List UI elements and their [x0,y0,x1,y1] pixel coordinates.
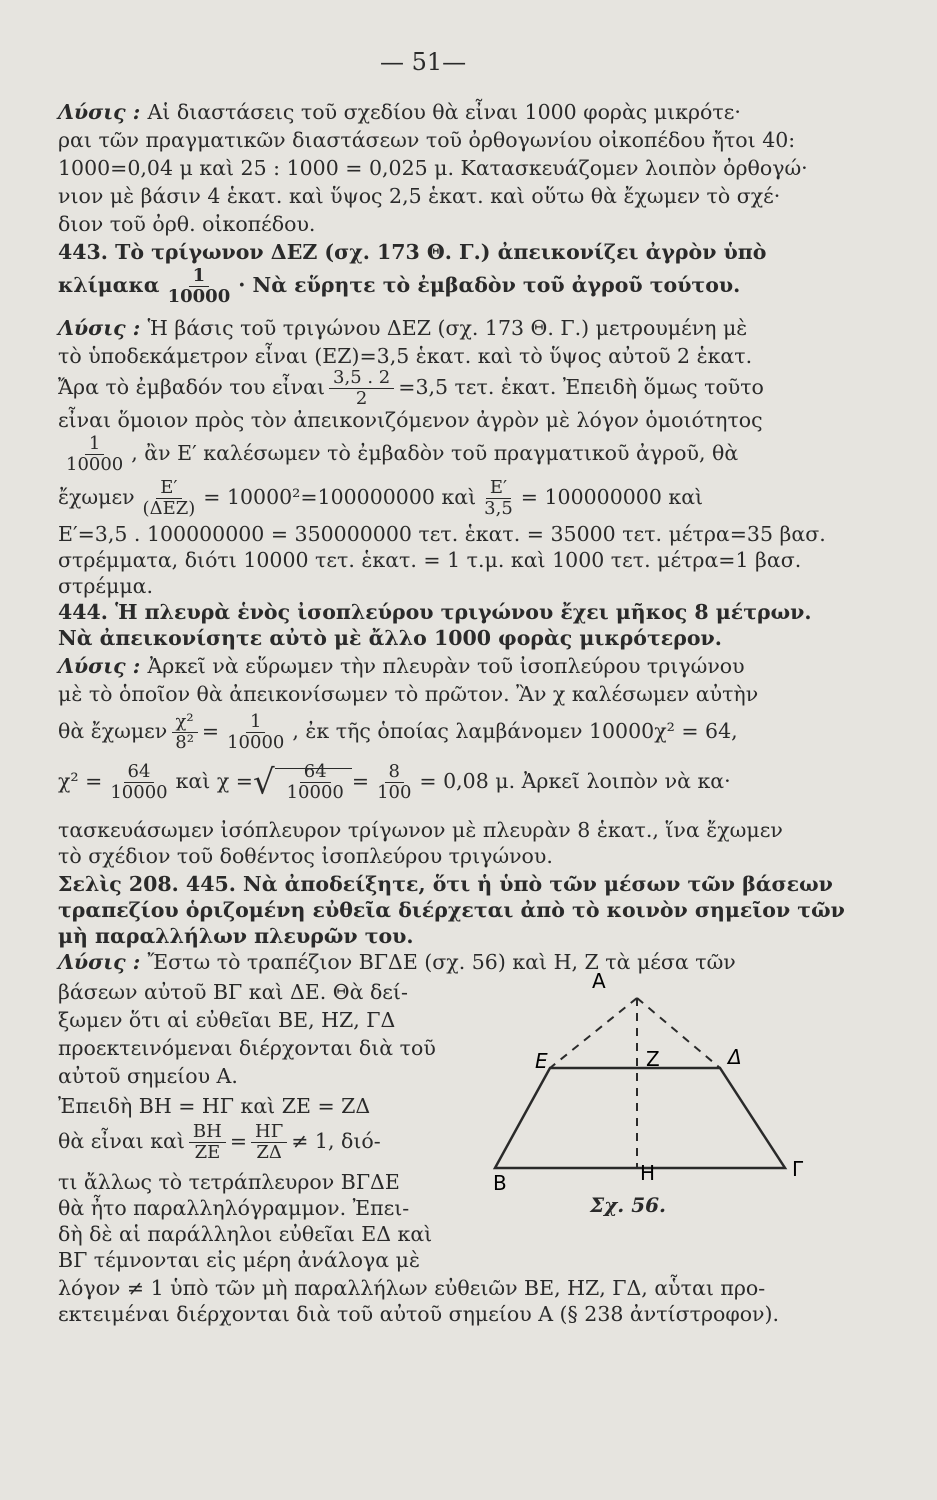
x-squared-fraction: $\frac{64}{10000}$ [110,761,168,803]
text-line: Ἄρα τὸ ἐμβαδόν του εἶναι $\frac{3,5 . 2}{2}$ =3,5 τετ. ἑκατ. Ἐπειδὴ ὅμως τοῦτο [58,367,764,409]
text-line: θὰ ἦτο παραλληλόγραμμον. Ἐπει- [58,1196,410,1220]
area-over-fraction: $\frac{E'}{3,5}$ [484,477,513,519]
text-line: μὲ τὸ ὁποῖον θὰ ἀπεικονίσωμεν τὸ πρῶτον. Ἂν χ καλέσωμεν αὐτὴν [58,682,759,706]
text-line: τι ἄλλως τὸ τετράπλευρον ΒΓΔΕ [58,1170,400,1194]
text-line: Ἐπειδὴ ΒΗ = ΗΓ καὶ ΖΕ = ΖΔ [58,1094,371,1118]
text-line: θὰ εἶναι καὶ $\frac{BH}{ZE}$ = $\frac{H\Gamma}{Z\Delta}$ ≠ 1, διό- [58,1121,381,1163]
result-fraction: $\frac{8}{100}$ [377,761,412,803]
solution-label: Λύσις : [58,316,148,340]
problem-444-heading: 444. Ἡ πλευρὰ ἑνὸς ἰσοπλεύρου τριγώνου ἔχει μῆκος 8 μέτρων. [58,600,812,624]
solution-label: Λύσις : [58,100,148,124]
x-fraction: $\frac{\text{χ²}}{\text{8²}}$ [171,712,198,753]
problem-445-heading: τραπεζίου ὁριζομένη εὐθεῖα διέρχεται ἀπὸ τὸ κοινὸν σημεῖον τῶν [58,898,845,922]
scale-fraction: $\frac{1}{10000}$ [227,711,285,753]
text-line: προεκτεινόμεναι διέρχονται διὰ τοῦ [58,1036,436,1060]
text-line: λόγον ≠ 1 ὑπὸ τῶν μὴ παραλλήλων εὐθειῶν ΒΕ, ΗΖ, ΓΔ, αὗται προ- [58,1276,766,1300]
hg-fraction: $\frac{H\Gamma}{Z\Delta}$ [251,1122,287,1163]
text-line: ΒΓ τέμνονται εἰς μέρη ἀνάλογα μὲ [58,1248,420,1272]
extension-line-ea [550,998,637,1068]
problem-444-heading: Νὰ ἀπεικονίσητε αὐτὸ μὲ ἄλλο 1000 φορὰς μικρότερον. [58,626,722,650]
text-line: εἶναι ὅμοιον πρὸς τὸν ἀπεικονιζόμενον ἀγρὸν μὲ λόγον ὁμοιότητος [58,408,763,432]
scale-fraction: $\frac{1}{10000}$ [167,265,231,307]
label-z: Z [646,1047,660,1071]
problem-443-scale: κλίμακα $\frac{1}{10000}$ · Νὰ εὕρητε τὸ ἐμβαδὸν τοῦ ἀγροῦ τούτου. [58,265,741,307]
radical-icon: √ [252,762,275,803]
text-line: νιον μὲ βάσιν 4 ἑκατ. καὶ ὕψος 2,5 ἑκατ. καὶ οὕτω θὰ ἔχωμεν τὸ σχέ· [58,184,781,208]
bh-fraction: $\frac{BH}{ZE}$ [189,1122,226,1163]
text-line: στρέμμα. [58,574,154,598]
label-h: H [640,1161,656,1185]
solution-label: Λύσις : [58,654,148,678]
text-line: χ² = $\frac{64}{10000}$ καὶ χ =√ $\frac{64}{10000}$ = $\frac{8}{100}$ = 0,08 μ. Ἀρκεῖ λοιπὸν νὰ κα· [58,761,731,803]
text-line: δὴ δὲ αἱ παράλληλοι εὐθεῖαι ΕΔ καὶ [58,1222,433,1246]
text-line: εκτειμέναι διέρχονται διὰ τοῦ αὐτοῦ σημείου Α (§ 238 ἀντίστροφον). [58,1302,780,1326]
trapezoid-figure [480,968,830,1218]
text-line: διον τοῦ ὀρθ. οἰκοπέδου. [58,212,316,236]
label-b: B [493,1171,507,1195]
text-line: $\frac{1}{10000}$ , ἂν Ε′ καλέσωμεν τὸ ἐμβαδὸν τοῦ πραγματικοῦ ἀγροῦ, θὰ [58,434,738,475]
text-line: θὰ ἔχωμεν $\frac{\text{χ²}}{\text{8²}}$ = $\frac{1}{10000}$ , ἐκ τῆς ὁποίας λαμβάνομεν 10000χ² = 64, [58,711,738,753]
page-number: — 51— [380,48,467,76]
text-line: ξωμεν ὅτι αἱ εὐθεῖαι ΒΕ, ΗΖ, ΓΔ [58,1008,396,1032]
problem-445-heading: μὴ παραλλήλων πλευρῶν του. [58,924,414,948]
text-line: Λύσις : Αἱ διαστάσεις τοῦ σχεδίου θὰ εἶναι 1000 φορὰς μικρότε· [58,100,741,124]
area-ratio-fraction: $\frac{E'}{\text{(ΔΕΖ)}}$ [142,477,196,519]
trapezoid-shape [495,1068,785,1168]
problem-443-heading: 443. Τὸ τρίγωνον ΔΕΖ (σχ. 173 Θ. Γ.) ἀπεικονίζει ἀγρὸν ὑπὸ [58,240,767,264]
label-e: E [535,1049,548,1073]
text-line: 1000=0,04 μ καὶ 25 : 1000 = 0,025 μ. Κατασκευάζομεν λοιπὸν ὀρθογώ· [58,156,808,180]
text-line: Λύσις : Ἡ βάσις τοῦ τριγώνου ΔΕΖ (σχ. 173 Θ. Γ.) μετρουμένη μὲ [58,316,748,340]
text-line: βάσεων αὐτοῦ ΒΓ καὶ ΔΕ. Θὰ δεί- [58,980,408,1004]
text-line: Ε′=3,5 . 100000000 = 350000000 τετ. ἑκατ. = 35000 τετ. μέτρα=35 βασ. [58,522,826,546]
text-line: ραι τῶν πραγματικῶν διαστάσεων τοῦ ὀρθογωνίου οἰκοπέδου ἤτοι 40: [58,128,796,152]
text-line: Λύσις : Ἀρκεῖ νὰ εὕρωμεν τὴν πλευρὰν τοῦ ἰσοπλεύρου τριγώνου [58,654,745,678]
text-line: αὐτοῦ σημείου Α. [58,1064,238,1088]
label-d: Δ [728,1045,742,1069]
figure-caption: Σχ. 56. [590,1193,667,1217]
root-fraction: $\frac{64}{10000}$ [286,761,344,803]
ratio-fraction: $\frac{1}{10000}$ [66,433,124,475]
text-line: στρέμματα, διότι 10000 τετ. ἑκατ. = 1 τ.μ. καὶ 1000 τετ. μέτρα=1 βασ. [58,548,802,572]
text-line: Λύσις : Ἔστω τὸ τραπέζιον ΒΓΔΕ (σχ. 56) καὶ Η, Ζ τὰ μέσα τῶν [58,950,736,974]
text-line: τασκευάσωμεν ἰσόπλευρον τρίγωνον μὲ πλευρὰν 8 ἑκατ., ἵνα ἔχωμεν [58,818,783,842]
label-g: Γ [792,1157,804,1181]
text-line: τὸ σχέδιον τοῦ δοθέντος ἰσοπλεύρου τριγώνου. [58,844,553,868]
area-fraction: $\frac{3,5 . 2}{2}$ [329,368,394,409]
label-a: A [592,969,606,993]
problem-445-heading: Σελὶς 208. 445. Νὰ ἀποδείξητε, ὅτι ἡ ὑπὸ τῶν μέσων τῶν βάσεων [58,872,833,896]
text-line: τὸ ὑποδεκάμετρον εἶναι (ΕΖ)=3,5 ἑκατ. καὶ τὸ ὕψος αὐτοῦ 2 ἑκατ. [58,344,753,368]
text-line: ἔχωμεν $\frac{E'}{\text{(ΔΕΖ)}}$ = 10000²=100000000 καὶ $\frac{E'}{3,5}$ = 100000000 καὶ [58,477,704,519]
solution-label: Λύσις : [58,950,148,974]
